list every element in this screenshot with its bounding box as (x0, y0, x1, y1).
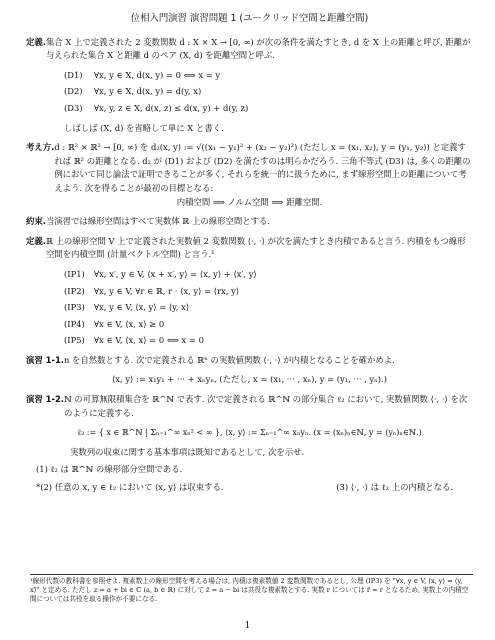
question-text: (3) ⟨·, ·⟩ は ℓ₂ 上の内積となる. (336, 482, 453, 493)
page-number: 1 (244, 621, 251, 631)
axiom-ip3 (64, 301, 473, 315)
definition-metric (26, 36, 473, 63)
exercise-head: 演習 1-2. (26, 394, 64, 405)
axiom-label: (D3) (64, 102, 83, 113)
definition-head: 定義. (26, 36, 46, 47)
yakusoku (26, 215, 473, 229)
axiom-text: ∀x, x′, y ∈ V, ⟨x + x′, y⟩ = ⟨x, y⟩ + ⟨x′, y⟩ (94, 268, 257, 279)
yakusoku-text: 当演習では線形空間はすべて実数体 ℝ 上の線形空間とする. (45, 216, 271, 227)
exercise-1-2-question-1 (26, 463, 473, 477)
axiom-text: ∀x, y ∈ V, ∀r ∈ ℝ, r · ⟨x, y⟩ = ⟨rx, y⟩ (94, 285, 240, 296)
exercise-1-1-formula: ⟨x, y⟩ := x₁y₁ + ··· + xₙyₙ, (ただし, x = (x₁, ··· , xₙ), y = (y₁, ··· , yₙ).) (112, 374, 387, 385)
kangaekata (26, 141, 473, 195)
axiom-label: (IP2) (64, 285, 85, 296)
axiom-label: (D2) (64, 86, 83, 97)
exercise-1-1 (26, 354, 473, 368)
kangaekata-text: d : ℝ² × ℝ² → [0, ∞) を d₂(x, y) := √((x₁ − y₁)² + (x₂ − y₂)²) (ただし x = (x₁, x₂), y = (y₁, y₂)) と定義すれば ℝ² の距離となる. d₂ が (D1) および (D2) を満たすのは明らかだろう. 三角不等式 (D3) は, 多くの距離の例において同じ論法で証明できることが多く, それらを統一的に扱うために, まず線形空間上の距離について考えよう. 次を得ることが最初の目標となる: (54, 142, 471, 193)
page-title: 位相入門演習 演習問題 1 (ユークリッド空間と距離空間) (130, 13, 369, 24)
definition-inner-product (26, 235, 473, 262)
axiom-text: ∀x, y ∈ X, d(x, y) = 0 ⟺ x = y (94, 69, 221, 80)
exercise-1-2-formula: ℓ₂ := { x ∈ ℝ^ℕ | Σₙ₌₁^∞ xₙ² < ∞ }, ⟨x, y⟩ := Σₙ₌₁^∞ xₙyₙ. (x = (xₙ)ₙ∈ℕ, y = (yₙ)ₙ∈ℕ.) (77, 428, 422, 438)
space-chain: 内積空間 ⟹ ノルム空間 ⟹ 距離空間. (176, 196, 323, 207)
yakusoku-head: 約束. (26, 216, 46, 227)
exercise-1-2-questions-2-3 (26, 481, 473, 495)
question-text: *(2) 任意の x, y ∈ ℓ₂ において ⟨x, y⟩ は収束する. (36, 482, 224, 493)
axiom-ip5 (64, 334, 473, 348)
axiom-text: ∀x, y ∈ V, ⟨x, y⟩ = ⟨y, x⟩ (94, 302, 190, 313)
footnote: ¹線形代数の教科書を参照せよ. 複素数上の線形空間を考える場合は, 内積は複素数値 2 変数関数であるとし, 公理 (IP3) を "∀x, y ∈ V, ⟨x, y⟩ = ⟨y, x⟩̄" と定める. ただし z = a + bi ∈ ℂ (a, b ∈ ℝ) に対して z̄ = a − bi は共役な複素数とする. 実数 r については r̄ = r となるため, 実数上の内積空間については共役を取る操作が不要になる. (30, 574, 473, 604)
axiom-text: ∀x, y, z ∈ X, d(x, z) ≤ d(x, y) + d(y, z) (94, 102, 249, 113)
axiom-text: ∀x ∈ V, ⟨x, x⟩ = 0 ⟺ x = 0 (94, 335, 204, 346)
definition-head: 定義. (26, 235, 46, 246)
exercise-text: ℕ の可算無限積集合を ℝ^ℕ で表す. 次で定義される ℝ^ℕ の部分集合 ℓ₂ において, 実数値関数 ⟨·, ·⟩ を次のように定義する. (63, 394, 468, 418)
inner-product-axioms (26, 268, 473, 348)
question-text: (1) ℓ₂ は ℝ^ℕ の線形部分空間である. (36, 464, 183, 475)
axiom-ip1 (64, 268, 473, 282)
exercise-1-2 (26, 393, 473, 420)
definition-text: ℝ 上の線形空間 V 上で定義された実数値 2 変数関数 ⟨·, ·⟩ が次を満たすとき内積であると言う. 内積をもつ線形空間を内積空間 (計量ベクトル空間) と言う.¹ (45, 235, 466, 260)
axiom-d1 (64, 69, 473, 83)
axiom-label: (IP3) (64, 302, 85, 313)
note-abbreviation: しばしば (X, d) を省略して単に X と書く. (64, 122, 224, 133)
axiom-label: (D1) (64, 69, 83, 80)
axiom-ip4 (64, 318, 473, 332)
metric-axioms (26, 69, 473, 135)
axiom-ip2 (64, 285, 473, 299)
axiom-label: (IP1) (64, 268, 85, 279)
kangaekata-head: 考え方. (26, 142, 55, 153)
axiom-d2 (64, 85, 473, 99)
definition-text: 集合 X 上で定義された 2 変数関数 d : X × X → [0, ∞) が次の条件を満たすとき, d を X 上の距離と呼び, 距離が与えられた集合 X と距離 d のペア (X, d) を距離空間と呼ぶ. (45, 36, 471, 61)
axiom-text: ∀x, y ∈ X, d(x, y) = d(y, x) (94, 86, 202, 97)
exercise-1-2-note: 実数列の収束に関する基本事項は既知であるとして, 次を示せ. (70, 446, 305, 457)
axiom-label: (IP4) (64, 318, 85, 329)
axiom-label: (IP5) (64, 335, 85, 346)
axiom-d3 (64, 102, 473, 116)
exercise-head: 演習 1-1. (26, 354, 64, 365)
exercise-text: n を自然数とする. 次で定義される ℝⁿ の実数値関数 ⟨·, ·⟩ が内積となることを確かめよ. (63, 354, 395, 365)
axiom-text: ∀x ∈ V, ⟨x, x⟩ ≥ 0 (94, 318, 165, 329)
